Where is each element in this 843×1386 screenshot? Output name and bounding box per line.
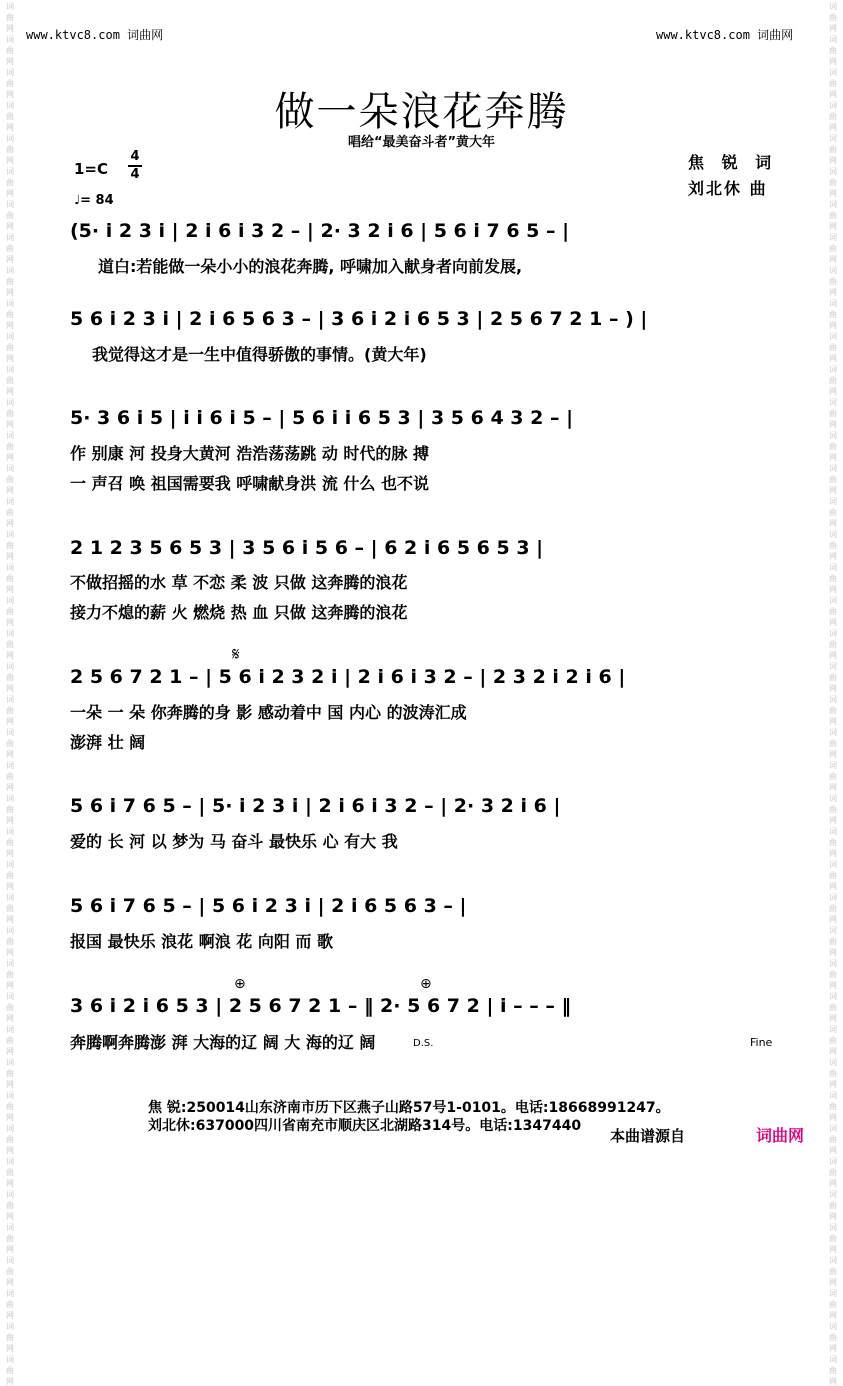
score-row-3: 5· 3 6 i 5 | i i 6 i 5 – | 5 6 i i 6 5 3 | 3 5 6 4 3 2 – | xyxy=(70,407,574,429)
watermark-glyph: 词 xyxy=(6,365,14,374)
watermark-glyph: 词 xyxy=(829,794,837,803)
watermark-glyph: 词 xyxy=(6,728,14,737)
watermark-glyph: 网 xyxy=(829,1113,837,1122)
watermark-glyph: 曲 xyxy=(829,805,837,814)
watermark-glyph: 词 xyxy=(6,530,14,539)
watermark-glyph: 网 xyxy=(6,1047,14,1056)
watermark-glyph: 词 xyxy=(829,959,837,968)
watermark-glyph: 词 xyxy=(829,1091,837,1100)
watermark-glyph: 曲 xyxy=(6,46,14,55)
watermark-glyph: 词 xyxy=(6,893,14,902)
watermark-glyph: 网 xyxy=(829,189,837,198)
lyric-row-8: 奔腾啊奔腾澎 湃 大海的辽 阔 大 海的辽 阔 xyxy=(70,1033,376,1052)
watermark-glyph: 词 xyxy=(829,827,837,836)
watermark-glyph: 曲 xyxy=(829,1069,837,1078)
watermark-glyph: 曲 xyxy=(6,178,14,187)
watermark-glyph: 曲 xyxy=(829,1333,837,1342)
watermark-glyph: 词 xyxy=(829,596,837,605)
watermark-glyph: 网 xyxy=(6,354,14,363)
watermark-glyph: 网 xyxy=(6,816,14,825)
watermark-glyph: 网 xyxy=(829,1080,837,1089)
watermark-glyph: 词 xyxy=(829,68,837,77)
watermark-glyph: 网 xyxy=(829,1278,837,1287)
watermark-glyph: 曲 xyxy=(829,211,837,220)
watermark-glyph: 网 xyxy=(6,387,14,396)
watermark-glyph: 词 xyxy=(6,959,14,968)
watermark-glyph: 词 xyxy=(829,1289,837,1298)
watermark-glyph: 曲 xyxy=(6,1102,14,1111)
watermark-glyph: 词 xyxy=(6,629,14,638)
site-logo: 词曲网 xyxy=(756,1126,805,1145)
watermark-glyph: 词 xyxy=(6,1289,14,1298)
lyric-row-4-verse-1: 不做招摇的水 草 不恋 柔 波 只做 这奔腾的浪花 xyxy=(70,573,408,592)
watermark-glyph: 网 xyxy=(829,453,837,462)
watermark-glyph: 曲 xyxy=(829,442,837,451)
watermark-glyph: 网 xyxy=(829,618,837,627)
watermark-glyph: 词 xyxy=(6,695,14,704)
watermark-glyph: 曲 xyxy=(6,277,14,286)
watermark-glyph: 网 xyxy=(829,1245,837,1254)
watermark-glyph: 词 xyxy=(6,167,14,176)
watermark-glyph: 曲 xyxy=(6,937,14,946)
watermark-glyph: 词 xyxy=(829,431,837,440)
watermark-glyph: 词 xyxy=(829,167,837,176)
lyric-row-7: 报国 最快乐 浪花 啊浪 花 向阳 而 歌 xyxy=(70,932,333,951)
watermark-glyph: 网 xyxy=(829,849,837,858)
watermark-glyph: 曲 xyxy=(829,871,837,880)
watermark-glyph: 网 xyxy=(829,420,837,429)
watermark-glyph: 网 xyxy=(6,288,14,297)
watermark-glyph: 词 xyxy=(6,1223,14,1232)
fine-marking: Fine xyxy=(750,1036,773,1049)
watermark-glyph: 词 xyxy=(829,728,837,737)
watermark-glyph: 网 xyxy=(6,1377,14,1386)
watermark-glyph: 词 xyxy=(829,101,837,110)
watermark-glyph: 词 xyxy=(6,101,14,110)
lyric-row-6: 爱的 长 河 以 梦为 马 奋斗 最快乐 心 有大 我 xyxy=(70,832,398,851)
watermark-glyph: 网 xyxy=(829,882,837,891)
lyric-row-3-verse-1: 作 别康 河 投身大黄河 浩浩荡荡跳 动 时代的脉 搏 xyxy=(70,444,429,463)
watermark-glyph: 曲 xyxy=(6,574,14,583)
watermark-glyph: 曲 xyxy=(6,508,14,517)
watermark-glyph: 词 xyxy=(829,893,837,902)
watermark-glyph: 网 xyxy=(829,552,837,561)
watermark-glyph: 曲 xyxy=(6,1135,14,1144)
source-note: 本曲谱源自 xyxy=(610,1127,686,1145)
watermark-glyph: 网 xyxy=(829,981,837,990)
watermark-glyph: 曲 xyxy=(6,1036,14,1045)
watermark-glyph: 曲 xyxy=(6,211,14,220)
watermark-glyph: 网 xyxy=(6,453,14,462)
watermark-glyph: 词 xyxy=(6,134,14,143)
watermark-glyph: 词 xyxy=(6,596,14,605)
watermark-glyph: 网 xyxy=(829,123,837,132)
watermark-glyph: 曲 xyxy=(829,607,837,616)
watermark-glyph: 曲 xyxy=(829,1003,837,1012)
watermark-glyph: 曲 xyxy=(6,1300,14,1309)
watermark-glyph: 曲 xyxy=(829,574,837,583)
watermark-glyph: 词 xyxy=(829,926,837,935)
watermark-glyph: 词 xyxy=(829,365,837,374)
watermark-glyph: 曲 xyxy=(6,145,14,154)
lyricist-address: 焦 锐:250014山东济南市历下区燕子山路57号1-0101。电话:18668991247。 xyxy=(148,1100,670,1116)
watermark-glyph: 曲 xyxy=(829,1267,837,1276)
lyric-row-5-verse-2: 澎湃 壮 阔 xyxy=(70,733,146,752)
watermark-glyph: 词 xyxy=(829,530,837,539)
watermark-glyph: 曲 xyxy=(829,772,837,781)
watermark-glyph: 曲 xyxy=(6,409,14,418)
watermark-glyph: 网 xyxy=(6,651,14,660)
watermark-glyph: 词 xyxy=(6,794,14,803)
watermark-glyph: 词 xyxy=(6,398,14,407)
watermark-glyph: 网 xyxy=(6,222,14,231)
watermark-glyph: 曲 xyxy=(829,1036,837,1045)
watermark-glyph: 词 xyxy=(6,68,14,77)
watermark-glyph: 网 xyxy=(6,552,14,561)
watermark-glyph: 曲 xyxy=(829,937,837,946)
watermark-glyph: 曲 xyxy=(6,640,14,649)
watermark-glyph: 曲 xyxy=(6,1267,14,1276)
watermark-glyph: 网 xyxy=(829,519,837,528)
watermark-glyph: 曲 xyxy=(829,376,837,385)
watermark-glyph: 网 xyxy=(829,1212,837,1221)
watermark-glyph: 曲 xyxy=(6,112,14,121)
watermark-glyph: 网 xyxy=(829,915,837,924)
watermark-glyph: 词 xyxy=(829,497,837,506)
watermark-glyph: 网 xyxy=(6,915,14,924)
score-row-7: 5 6 i 7 6 5 – | 5 6 i 2 3 i | 2 i 6 5 6 3 – | xyxy=(70,895,467,917)
watermark-glyph: 曲 xyxy=(6,904,14,913)
watermark-glyph: 网 xyxy=(6,948,14,957)
watermark-glyph: 曲 xyxy=(829,508,837,517)
watermark-glyph: 词 xyxy=(829,1322,837,1331)
watermark-glyph: 网 xyxy=(829,387,837,396)
watermark-glyph: 曲 xyxy=(6,1003,14,1012)
watermark-glyph: 曲 xyxy=(829,145,837,154)
watermark-glyph: 词 xyxy=(829,662,837,671)
watermark-glyph: 曲 xyxy=(829,1102,837,1111)
watermark-glyph: 曲 xyxy=(6,706,14,715)
watermark-glyph: 网 xyxy=(829,750,837,759)
watermark-glyph: 网 xyxy=(6,783,14,792)
watermark-glyph: 曲 xyxy=(6,1201,14,1210)
watermark-glyph: 网 xyxy=(6,882,14,891)
watermark-glyph: 网 xyxy=(6,24,14,33)
composer-credit: 刘北休 曲 xyxy=(688,179,768,198)
watermark-glyph: 词 xyxy=(829,1223,837,1232)
watermark-glyph: 网 xyxy=(6,1179,14,1188)
watermark-glyph: 词 xyxy=(6,332,14,341)
score-row-6: 5 6 i 7 6 5 – | 5· i 2 3 i | 2 i 6 i 3 2 – | 2· 3 2 i 6 | xyxy=(70,795,561,817)
watermark-glyph: 词 xyxy=(829,35,837,44)
watermark-glyph: 曲 xyxy=(6,376,14,385)
watermark-glyph: 曲 xyxy=(6,1069,14,1078)
watermark-glyph: 网 xyxy=(6,1212,14,1221)
watermark-glyph: 网 xyxy=(6,1113,14,1122)
watermark-glyph: 词 xyxy=(6,563,14,572)
watermark-glyph: 曲 xyxy=(6,475,14,484)
lyricist-credit: 焦 锐 词 xyxy=(688,153,778,172)
watermark-glyph: 网 xyxy=(829,651,837,660)
watermark-glyph: 网 xyxy=(829,90,837,99)
site-url-left: www.ktvc8.com 词曲网 xyxy=(26,28,164,42)
watermark-glyph: 曲 xyxy=(6,13,14,22)
watermark-glyph: 词 xyxy=(6,1025,14,1034)
watermark-glyph: 词 xyxy=(829,134,837,143)
watermark-glyph: 曲 xyxy=(6,772,14,781)
watermark-glyph: 词 xyxy=(829,464,837,473)
watermark-glyph: 曲 xyxy=(829,1168,837,1177)
watermark-glyph: 词 xyxy=(829,299,837,308)
watermark-glyph: 曲 xyxy=(829,1366,837,1375)
watermark-glyph: 曲 xyxy=(6,871,14,880)
key-signature: 1=C xyxy=(74,160,109,178)
watermark-glyph: 曲 xyxy=(829,277,837,286)
watermark-glyph: 词 xyxy=(6,860,14,869)
watermark-glyph: 网 xyxy=(829,222,837,231)
watermark-glyph: 网 xyxy=(829,1146,837,1155)
lyric-row-2: 我觉得这才是一生中值得骄傲的事情。(黄大年) xyxy=(92,345,427,364)
watermark-glyph: 曲 xyxy=(829,244,837,253)
watermark-glyph: 词 xyxy=(829,992,837,1001)
watermark-glyph: 网 xyxy=(6,585,14,594)
watermark-glyph: 曲 xyxy=(6,739,14,748)
watermark-glyph: 网 xyxy=(829,486,837,495)
watermark-glyph: 网 xyxy=(6,1344,14,1353)
watermark-glyph: 网 xyxy=(6,1146,14,1155)
watermark-glyph: 网 xyxy=(6,486,14,495)
watermark-glyph: 词 xyxy=(829,695,837,704)
watermark-glyph: 词 xyxy=(829,200,837,209)
watermark-glyph: 词 xyxy=(829,1355,837,1364)
watermark-glyph: 词 xyxy=(6,926,14,935)
ds-marking: D.S. xyxy=(413,1038,434,1049)
watermark-glyph: 词 xyxy=(6,2,14,11)
watermark-glyph: 曲 xyxy=(829,541,837,550)
watermark-glyph: 词 xyxy=(6,1355,14,1364)
watermark-glyph: 曲 xyxy=(829,673,837,682)
watermark-glyph: 网 xyxy=(829,354,837,363)
watermark-glyph: 曲 xyxy=(829,1234,837,1243)
watermark-glyph: 网 xyxy=(6,1311,14,1320)
watermark-glyph: 曲 xyxy=(829,1135,837,1144)
watermark-glyph: 网 xyxy=(829,156,837,165)
watermark-glyph: 曲 xyxy=(6,673,14,682)
lyric-row-5-verse-1: 一朵 一 朵 你奔腾的身 影 感动着中 国 内心 的波涛汇成 xyxy=(70,703,467,722)
watermark-glyph: 词 xyxy=(829,233,837,242)
watermark-glyph: 词 xyxy=(6,1157,14,1166)
watermark-glyph: 曲 xyxy=(829,310,837,319)
watermark-glyph: 曲 xyxy=(6,838,14,847)
watermark-glyph: 词 xyxy=(6,497,14,506)
watermark-glyph: 词 xyxy=(6,1124,14,1133)
watermark-glyph: 词 xyxy=(829,1058,837,1067)
watermark-glyph: 词 xyxy=(829,860,837,869)
watermark-glyph: 网 xyxy=(6,981,14,990)
watermark-glyph: 词 xyxy=(829,1190,837,1199)
lyric-row-4-verse-2: 接力不熄的薪 火 燃烧 热 血 只做 这奔腾的浪花 xyxy=(70,603,408,622)
watermark-glyph: 网 xyxy=(6,420,14,429)
watermark-glyph: 网 xyxy=(6,717,14,726)
watermark-glyph: 曲 xyxy=(829,739,837,748)
watermark-glyph: 网 xyxy=(6,1014,14,1023)
score-row-8: 3 6 i 2 i 6 5 3 | 2 5 6 7 2 1 – ‖ 2· 5 6 7 2 | i – – – ‖ xyxy=(70,995,571,1017)
watermark-glyph: 词 xyxy=(6,35,14,44)
watermark-strip-left xyxy=(0,0,20,1386)
watermark-glyph: 词 xyxy=(829,398,837,407)
song-title: 做一朵浪花奔腾 xyxy=(274,89,569,135)
watermark-glyph: 词 xyxy=(6,200,14,209)
watermark-glyph: 网 xyxy=(6,750,14,759)
lyric-row-3-verse-2: 一 声召 唤 祖国需要我 呼啸献身洪 流 什么 也不说 xyxy=(70,474,429,493)
watermark-glyph: 网 xyxy=(6,189,14,198)
watermark-glyph: 曲 xyxy=(829,838,837,847)
watermark-glyph: 词 xyxy=(6,1322,14,1331)
watermark-glyph: 词 xyxy=(829,2,837,11)
watermark-glyph: 网 xyxy=(6,57,14,66)
watermark-glyph: 词 xyxy=(6,464,14,473)
watermark-glyph: 曲 xyxy=(6,970,14,979)
watermark-glyph: 曲 xyxy=(829,178,837,187)
tempo-marking: ♩= 84 xyxy=(74,193,114,208)
watermark-glyph: 网 xyxy=(829,1014,837,1023)
time-signature xyxy=(128,150,142,182)
watermark-strip-right xyxy=(823,0,843,1386)
watermark-glyph: 词 xyxy=(6,1058,14,1067)
watermark-glyph: 网 xyxy=(829,684,837,693)
score-row-4: 2 1 2 3 5 6 5 3 | 3 5 6 i 5 6 – | 6 2 i 6 5 6 5 3 | xyxy=(70,537,544,559)
watermark-glyph: 网 xyxy=(829,585,837,594)
score-row-2: 5 6 i 2 3 i | 2 i 6 5 6 3 – | 3 6 i 2 i 6 5 3 | 2 5 6 7 2 1 – ) | xyxy=(70,308,648,330)
watermark-glyph: 词 xyxy=(6,827,14,836)
watermark-glyph: 曲 xyxy=(6,805,14,814)
watermark-glyph: 词 xyxy=(6,1190,14,1199)
watermark-glyph: 曲 xyxy=(6,244,14,253)
watermark-glyph: 网 xyxy=(829,783,837,792)
watermark-glyph: 词 xyxy=(6,233,14,242)
watermark-glyph: 曲 xyxy=(829,904,837,913)
watermark-glyph: 曲 xyxy=(6,541,14,550)
watermark-glyph: 曲 xyxy=(6,310,14,319)
coda-sign-1: ⊕ xyxy=(234,976,246,992)
watermark-glyph: 曲 xyxy=(829,79,837,88)
watermark-glyph: 词 xyxy=(6,266,14,275)
watermark-glyph: 曲 xyxy=(829,112,837,121)
watermark-glyph: 网 xyxy=(829,288,837,297)
watermark-glyph: 词 xyxy=(829,629,837,638)
watermark-glyph: 曲 xyxy=(6,442,14,451)
watermark-glyph: 网 xyxy=(6,255,14,264)
watermark-glyph: 网 xyxy=(6,618,14,627)
watermark-glyph: 词 xyxy=(829,761,837,770)
watermark-glyph: 词 xyxy=(829,266,837,275)
watermark-glyph: 网 xyxy=(6,519,14,528)
site-url-right: www.ktvc8.com 词曲网 xyxy=(656,28,794,42)
lyric-row-1: 道白:若能做一朵小小的浪花奔腾, 呼啸加入献身者向前发展, xyxy=(98,257,523,276)
watermark-glyph: 网 xyxy=(829,57,837,66)
watermark-glyph: 词 xyxy=(6,662,14,671)
watermark-glyph: 网 xyxy=(829,1047,837,1056)
watermark-glyph: 词 xyxy=(6,1256,14,1265)
watermark-glyph: 词 xyxy=(829,1124,837,1133)
watermark-glyph: 网 xyxy=(6,90,14,99)
watermark-glyph: 网 xyxy=(6,1245,14,1254)
segno-sign: 𝄋 xyxy=(232,644,240,665)
watermark-glyph: 词 xyxy=(6,299,14,308)
watermark-glyph: 网 xyxy=(6,123,14,132)
watermark-glyph: 网 xyxy=(6,321,14,330)
watermark-glyph: 网 xyxy=(6,849,14,858)
watermark-glyph: 网 xyxy=(6,684,14,693)
watermark-glyph: 曲 xyxy=(829,1201,837,1210)
watermark-glyph: 曲 xyxy=(829,706,837,715)
watermark-glyph: 曲 xyxy=(829,13,837,22)
watermark-glyph: 曲 xyxy=(829,409,837,418)
meter-bottom: 4 xyxy=(130,167,140,182)
watermark-glyph: 曲 xyxy=(6,1168,14,1177)
watermark-glyph: 词 xyxy=(829,1157,837,1166)
score-row-5: 2 5 6 7 2 1 – | 5 6 i 2 3 2 i | 2 i 6 i 3 2 – | 2 3 2 i 2 i 6 | xyxy=(70,666,626,688)
song-subtitle: 唱给“最美奋斗者”黄大年 xyxy=(347,135,496,150)
watermark-glyph: 词 xyxy=(829,332,837,341)
watermark-glyph: 网 xyxy=(6,156,14,165)
watermark-glyph: 曲 xyxy=(829,1300,837,1309)
watermark-glyph: 网 xyxy=(829,1377,837,1386)
watermark-glyph: 词 xyxy=(6,761,14,770)
watermark-glyph: 网 xyxy=(829,1344,837,1353)
watermark-glyph: 词 xyxy=(6,431,14,440)
watermark-glyph: 网 xyxy=(829,1179,837,1188)
watermark-glyph: 词 xyxy=(829,563,837,572)
watermark-glyph: 曲 xyxy=(829,475,837,484)
meter-top: 4 xyxy=(130,149,140,164)
watermark-glyph: 网 xyxy=(829,717,837,726)
watermark-glyph: 曲 xyxy=(6,343,14,352)
watermark-glyph: 网 xyxy=(6,1278,14,1287)
watermark-glyph: 网 xyxy=(829,948,837,957)
watermark-glyph: 网 xyxy=(829,255,837,264)
watermark-glyph: 网 xyxy=(829,24,837,33)
watermark-glyph: 词 xyxy=(829,1256,837,1265)
watermark-glyph: 曲 xyxy=(829,640,837,649)
coda-sign-2: ⊕ xyxy=(420,976,432,992)
watermark-glyph: 网 xyxy=(6,1080,14,1089)
watermark-glyph: 曲 xyxy=(6,607,14,616)
watermark-glyph: 网 xyxy=(829,1311,837,1320)
watermark-glyph: 词 xyxy=(6,992,14,1001)
watermark-glyph: 曲 xyxy=(6,1234,14,1243)
watermark-glyph: 词 xyxy=(829,1025,837,1034)
watermark-glyph: 曲 xyxy=(6,1333,14,1342)
watermark-glyph: 曲 xyxy=(6,79,14,88)
watermark-glyph: 曲 xyxy=(6,1366,14,1375)
score-row-1: (5· i 2 3 i | 2 i 6 i 3 2 – | 2· 3 2 i 6 | 5 6 i 7 6 5 – | xyxy=(70,220,570,242)
watermark-glyph: 曲 xyxy=(829,46,837,55)
watermark-glyph: 曲 xyxy=(829,970,837,979)
watermark-glyph: 词 xyxy=(6,1091,14,1100)
watermark-glyph: 网 xyxy=(829,321,837,330)
composer-address: 刘北休:637000四川省南充市顺庆区北湖路314号。电话:1347440 xyxy=(148,1118,582,1134)
watermark-glyph: 网 xyxy=(829,816,837,825)
watermark-glyph: 曲 xyxy=(829,343,837,352)
